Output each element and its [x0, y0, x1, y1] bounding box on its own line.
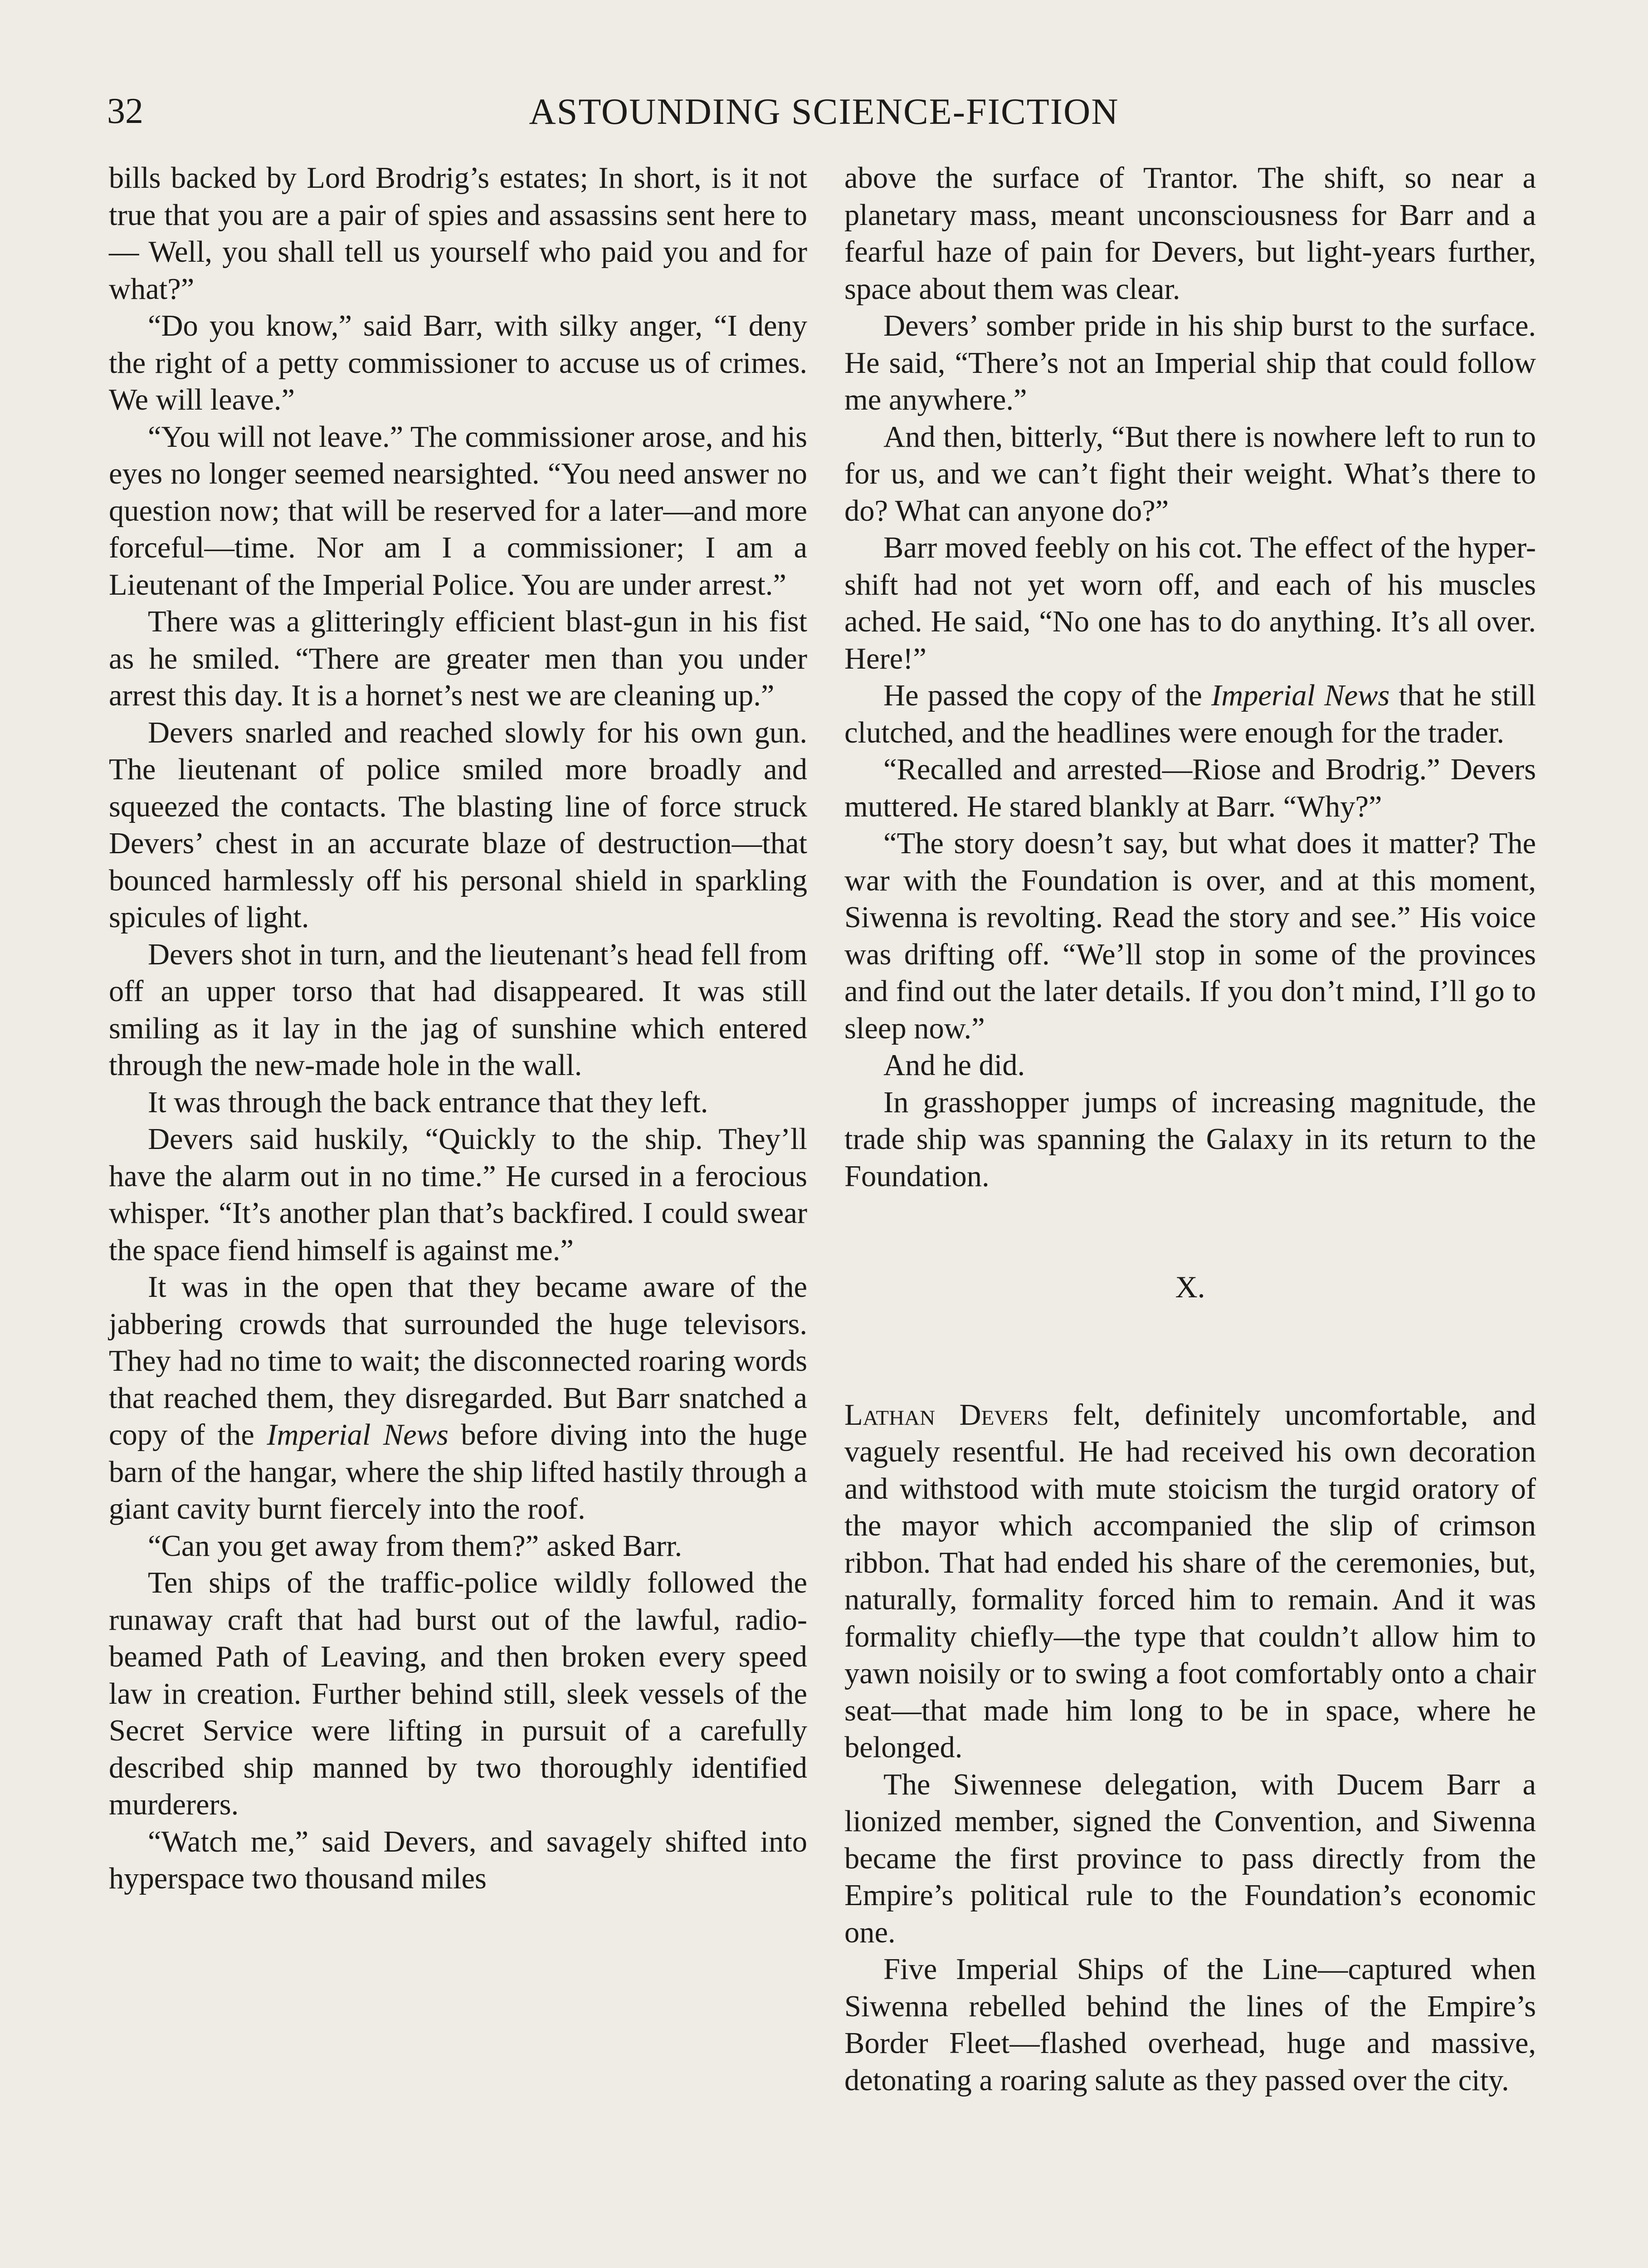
paragraph: The Siwennese delegation, with Ducem Barr a lionized member, signed the Convention, and Siwenna became the first province to pass directly from the Empire’s political rule to the Foundation’s economic one.	[844, 1768, 1536, 1949]
lead-small-caps: Lathan Devers	[844, 1398, 1049, 1432]
running-title: ASTOUNDING SCIENCE-FICTION	[529, 91, 1119, 132]
page-number: 32	[107, 91, 143, 131]
paragraph: “Can you get away from them?” asked Barr.	[148, 1529, 683, 1563]
paragraph: “Watch me,” said Devers, and savagely shifted into hyperspace two thousand miles	[109, 1825, 807, 1895]
paragraph: “The story doesn’t say, but what does it matter? The war with the Foundation is over, and at this moment, Siwenna is revolting. Read the story and see.” His voice was drifting off. “We’ll stop in some of the provinces and find out the later details. If you don’t mind, I’ll go to sleep now.”	[844, 827, 1536, 1045]
italic-title: Imperial News	[1211, 679, 1390, 712]
paragraph: Devers snarled and reached slowly for his own gun. The lieutenant of police smiled more broadly and squeezed the contacts. The blasting line of force struck Devers’ chest in an accurate blaze of destruction—that bounced harmlessly off his personal shield in sparkling spicules of light.	[109, 716, 807, 934]
paragraph: “Recalled and arrested—Riose and Brodrig.” Devers muttered. He stared blankly at Barr. “Why?”	[844, 753, 1536, 823]
paragraph: Devers’ somber pride in his ship burst to the surface. He said, “There’s not an Imperial ship that could follow me anywhere.”	[844, 309, 1536, 416]
paragraph: “Do you know,” said Barr, with silky anger, “I deny the right of a petty commissioner to accuse us of crimes. We will leave.”	[109, 309, 807, 416]
paragraph: above the surface of Trantor. The shift, so near a planetary mass, meant unconsciousness for Barr and a fearful haze of pain for Devers, but light-years further, space about them was clear.	[844, 161, 1536, 306]
paragraph: There was a glitteringly efficient blast-gun in his fist as he smiled. “There are greater men than you under arrest this day. It is a hornet’s nest we are cleaning up.”	[109, 605, 807, 712]
paragraph: Devers said huskily, “Quickly to the ship. They’ll have the alarm out in no time.” He cursed in a ferocious whisper. “It’s another plan that’s backfired. I could swear the space fiend himself is against me.”	[109, 1123, 807, 1267]
paragraph: Barr moved feebly on his cot. The effect of the hyper-shift had not yet worn off, and each of his muscles ached. He said, “No one has to do anything. It’s all over. Here!”	[844, 531, 1536, 675]
left-column	[109, 160, 807, 1897]
section-lead-paragraph	[844, 1397, 1536, 1766]
paragraph: Ten ships of the traffic-police wildly followed the runaway craft that had burst out of the lawful, radio-beamed Path of Leaving, and then broken every speed law in creation. Further behind still, sleek vessels of the Secret Service were lifting in pursuit of a carefully described ship manned by two thoroughly identified murderers.	[109, 1566, 807, 1821]
paragraph: He passed the copy of the Imperial News that he still clutched, and the headlines were enough for the trader.	[844, 679, 1536, 749]
paragraph: And he did.	[883, 1049, 1025, 1082]
paragraph: Five Imperial Ships of the Line—captured when Siwenna rebelled behind the lines of the Empire’s Border Fleet—flashed overhead, huge and massive, detonating a roaring salute as they passed over the city.	[844, 1953, 1536, 2097]
right-column	[844, 160, 1536, 2099]
paragraph: It was through the back entrance that they left.	[148, 1085, 708, 1119]
paragraph: bills backed by Lord Brodrig’s estates; In short, is it not true that you are a pair of spies and assassins sent here to— Well, you shall tell us yourself who paid you and for what?”	[109, 161, 807, 306]
paragraph: “You will not leave.” The commissioner arose, and his eyes no longer seemed nearsighted. “You need answer no question now; that will be reserved for a later—and more forceful—time. Nor am I a commissioner; I am a Lieutenant of the Imperial Police. You are under arrest.”	[109, 420, 807, 601]
paragraph: In grasshopper jumps of increasing magnitude, the trade ship was spanning the Galaxy in its return to the Foundation.	[844, 1085, 1536, 1193]
lead-text: felt, definitely uncomfortable, and vaguely resentful. He had received his own decoration and withstood with mute stoicism the turgid oratory of the mayor which accompanied the slip of crimson ribbon. That had ended his share of the ceremonies, but, naturally, formality forced him to remain. And it was formality chiefly—the type that couldn’t allow him to yawn noisily or to swing a foot comfortably onto a chair seat—that made him long to be in space, where he belonged.	[844, 1398, 1536, 1764]
section-heading: X.	[1175, 1270, 1205, 1304]
italic-title: Imperial News	[267, 1418, 449, 1452]
paragraph: And then, bitterly, “But there is nowhere left to run to for us, and we can’t fight their weight. What’s there to do? What can anyone do?”	[844, 420, 1536, 528]
paragraph: Devers shot in turn, and the lieutenant’s head fell from off an upper torso that had disappeared. It was still smiling as it lay in the jag of sunshine which entered through the new-made hole in the wall.	[109, 938, 807, 1082]
paragraph: It was in the open that they became aware of the jabbering crowds that surrounded the huge televisors. They had no time to wait; the disconnected roaring words that reached them, they disregarded. But Barr snatched a copy of the Imperial News before diving into the huge barn of the hangar, where the ship lifted hastily through a giant cavity burnt fiercely into the roof.	[109, 1271, 808, 1525]
